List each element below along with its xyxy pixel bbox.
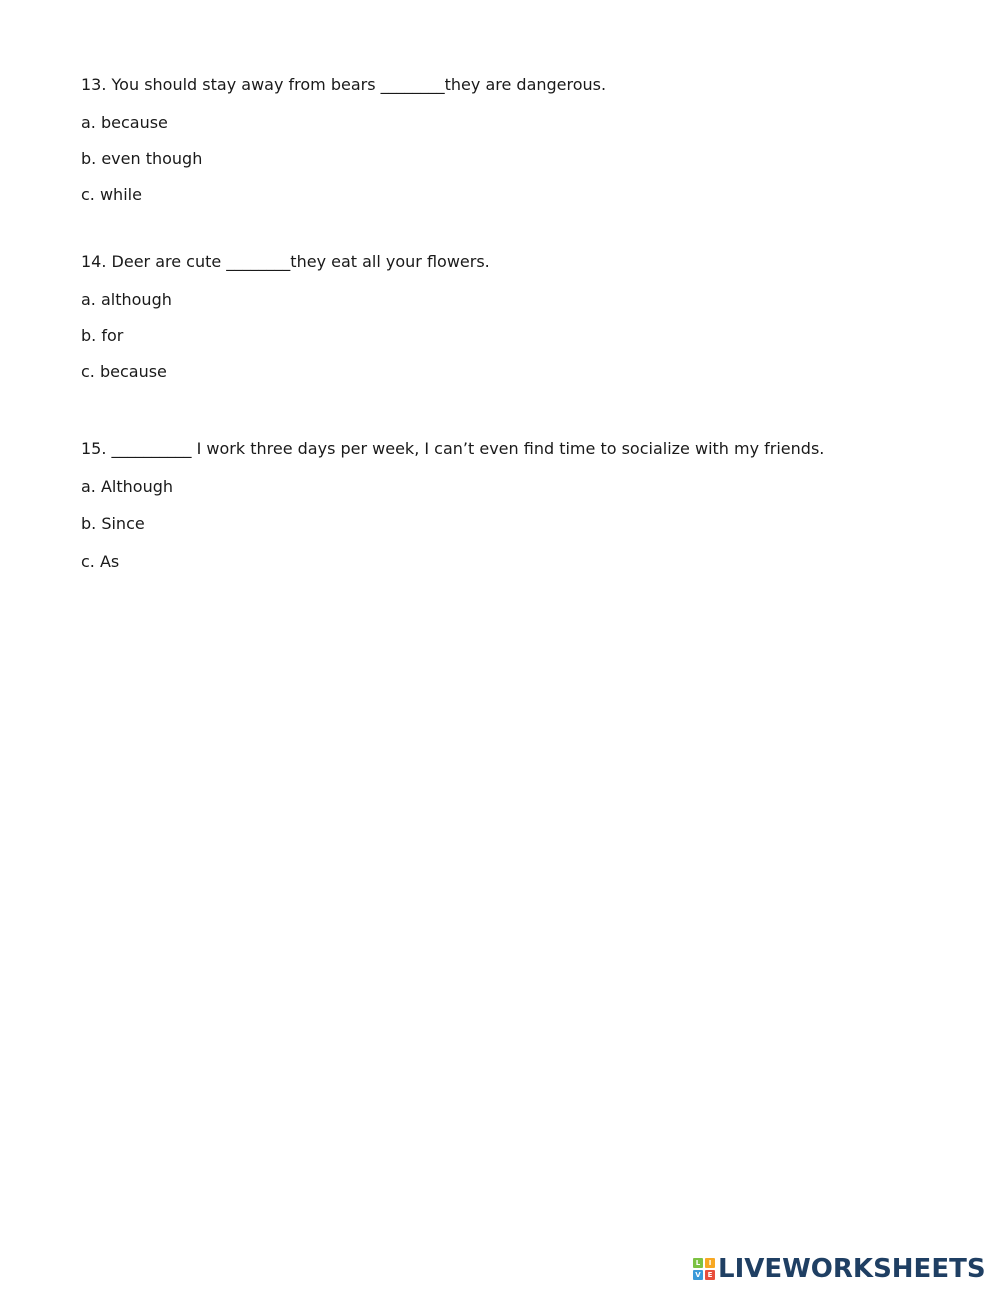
question-15-option-c[interactable]: c. As bbox=[81, 552, 120, 571]
logo-mark-letter: L bbox=[693, 1258, 703, 1268]
question-14-option-b[interactable]: b. for bbox=[81, 326, 124, 345]
logo-mark-icon bbox=[693, 1258, 715, 1280]
logo-text: LIVEWORKSHEETS bbox=[718, 1254, 986, 1284]
logo-mark-letter: I bbox=[705, 1258, 715, 1268]
liveworksheets-logo bbox=[693, 1255, 986, 1283]
question-13-option-a[interactable]: a. because bbox=[81, 113, 168, 132]
question-15-prompt: 15. __________ I work three days per week, I can’t even find time to socialize with my friends. bbox=[81, 439, 825, 458]
question-14-option-c[interactable]: c. because bbox=[81, 362, 167, 381]
question-14-option-a[interactable]: a. although bbox=[81, 290, 172, 309]
question-14-prompt: 14. Deer are cute ________they eat all your flowers. bbox=[81, 252, 490, 271]
question-13-prompt: 13. You should stay away from bears ________they are dangerous. bbox=[81, 75, 607, 94]
logo-mark-letter: E bbox=[705, 1270, 715, 1280]
logo-mark-letter: V bbox=[693, 1270, 703, 1280]
question-13-option-b[interactable]: b. even though bbox=[81, 149, 203, 168]
question-15-option-a[interactable]: a. Although bbox=[81, 477, 174, 496]
question-15-option-b[interactable]: b. Since bbox=[81, 514, 145, 533]
question-13-option-c[interactable]: c. while bbox=[81, 185, 142, 204]
